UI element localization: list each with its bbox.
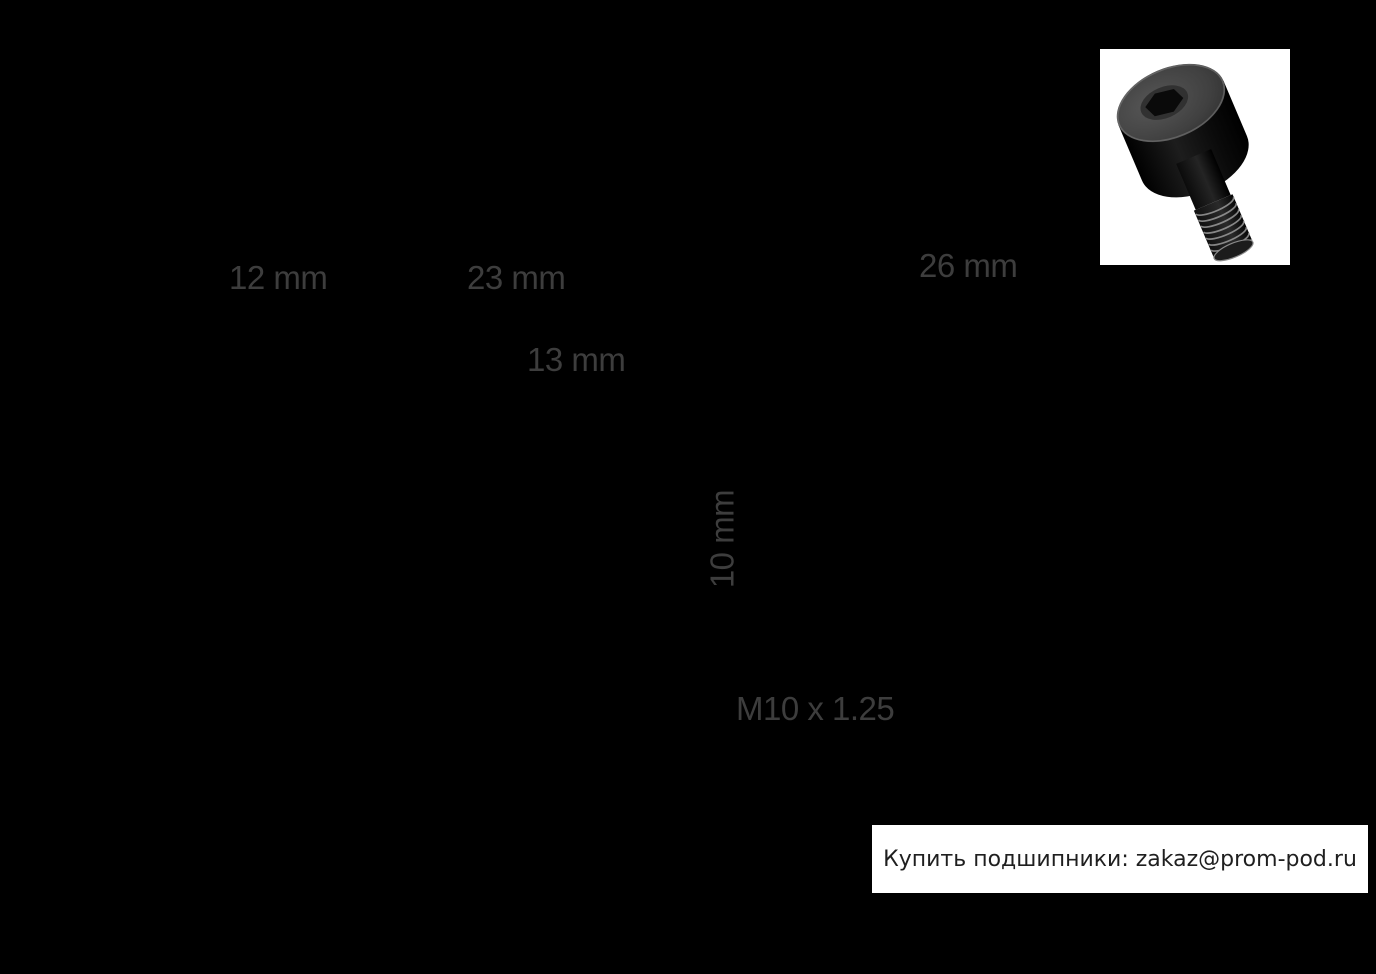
contact-banner bbox=[872, 825, 1368, 893]
dimension-label-26mm: 26 mm bbox=[919, 247, 1018, 284]
contact-email-text: Купить подшипники: zakaz@prom-pod.ru bbox=[883, 846, 1357, 872]
dimension-label-13mm: 13 mm bbox=[527, 341, 626, 378]
cam-follower-bearing-image bbox=[1100, 49, 1290, 265]
dimension-label-12mm: 12 mm bbox=[229, 259, 328, 296]
dimension-label-23mm: 23 mm bbox=[467, 259, 566, 296]
dimension-label-10mm-vertical: 10 mm bbox=[703, 489, 741, 589]
product-photo bbox=[1100, 49, 1290, 265]
thread-spec-label: M10 x 1.25 bbox=[736, 690, 895, 727]
